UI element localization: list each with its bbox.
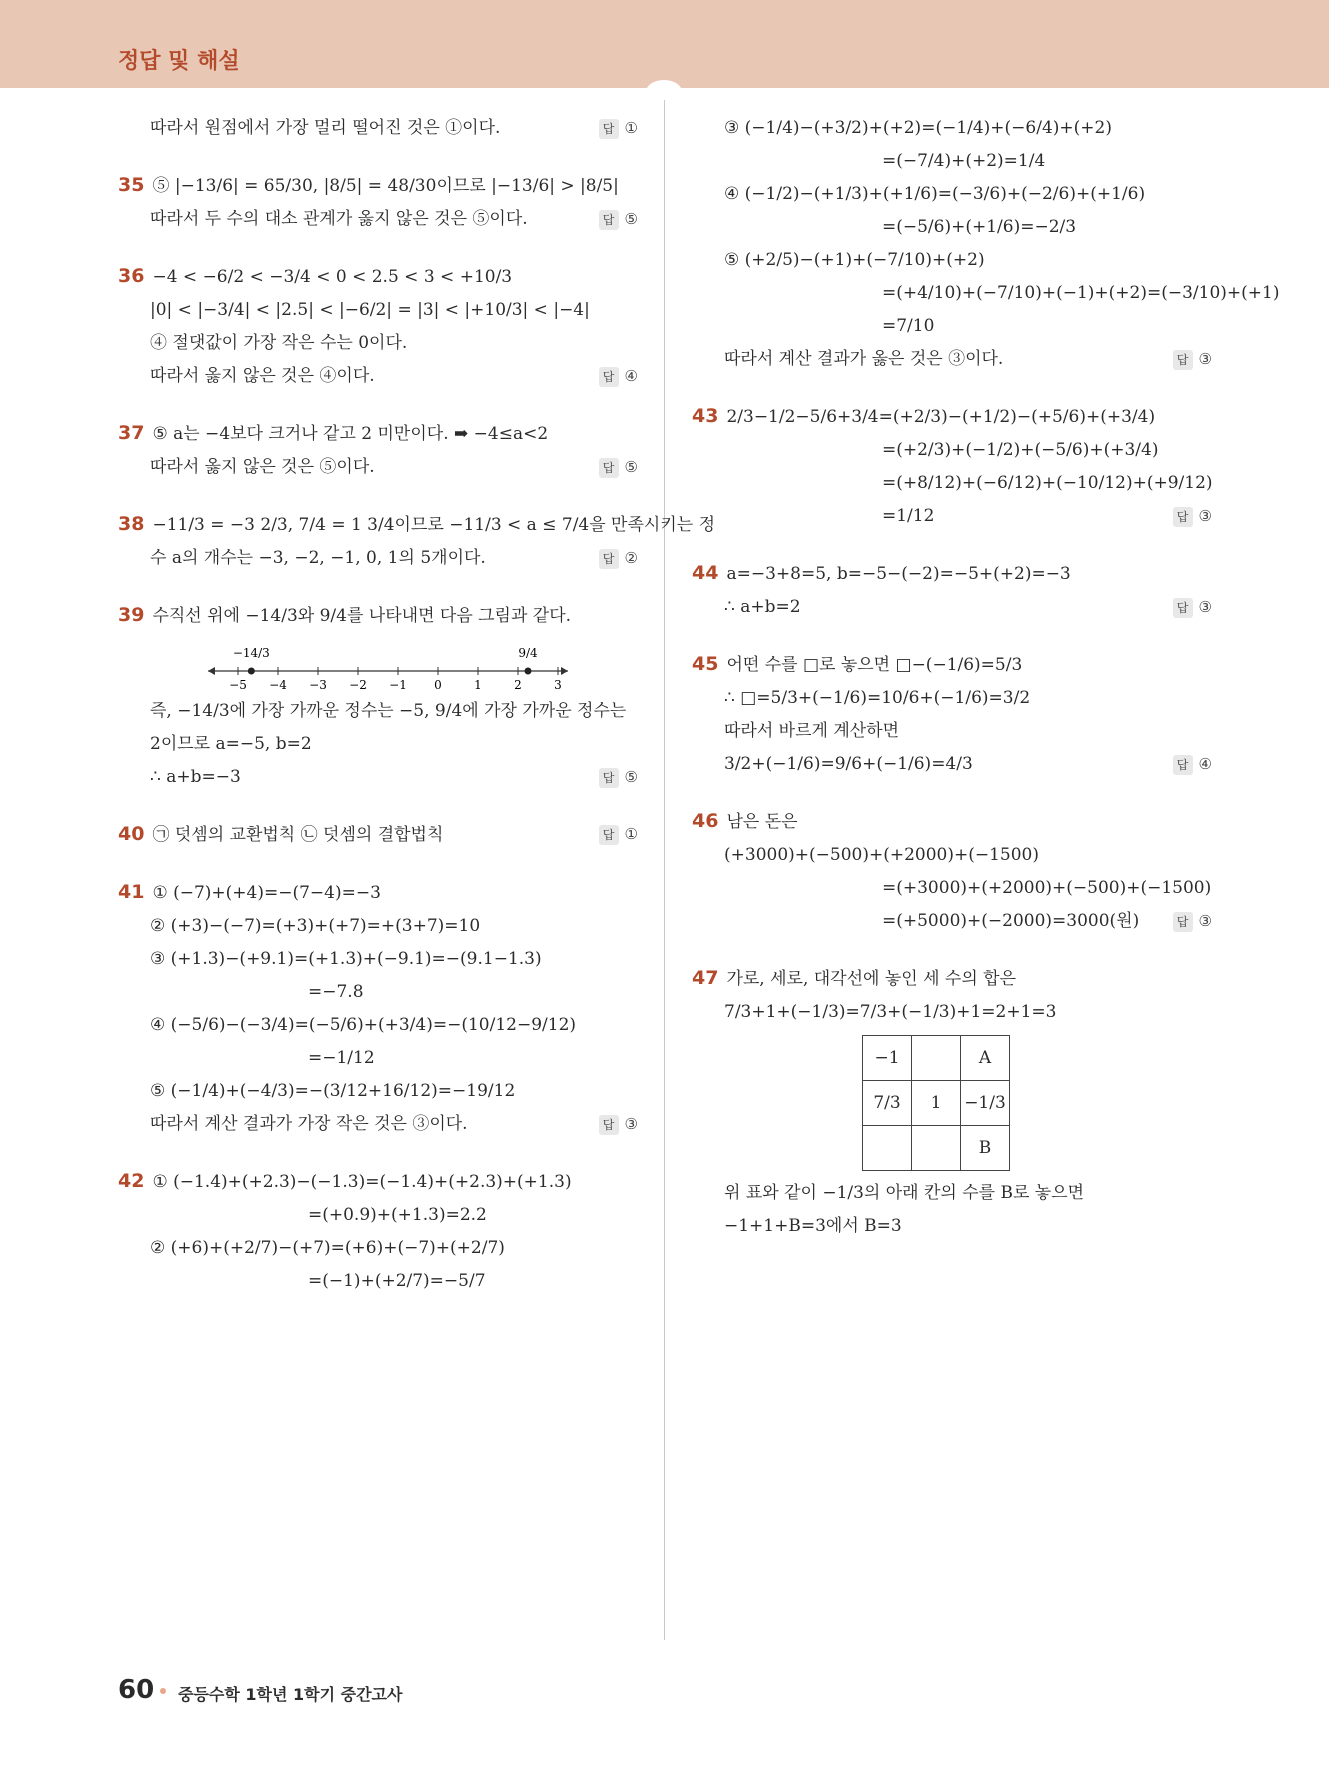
answer-mark [1173, 591, 1212, 624]
solution-line [692, 211, 1212, 244]
point-mark [248, 668, 255, 675]
line-text: 즉, −14/3에 가장 가까운 정수는 −5, 9/4에 가장 가까운 정수는 [150, 701, 627, 721]
answer-mark [599, 761, 638, 794]
grid-cell: −1 [863, 1036, 912, 1081]
answer-mark [599, 818, 638, 851]
answer-mark [1173, 500, 1212, 533]
solution-line [692, 400, 1212, 434]
grid-cell: 1 [912, 1081, 961, 1126]
solution-line [118, 542, 638, 575]
problem-p42 [118, 1165, 638, 1298]
problem-p39 [118, 599, 638, 794]
line-text: =1/12 [882, 506, 935, 526]
grid-cell: −1/3 [961, 1081, 1010, 1126]
line-text: =(−5/6)+(+1/6)=−2/3 [882, 217, 1077, 237]
line-text: =−1/12 [308, 1048, 375, 1068]
solution-line [692, 112, 1212, 145]
line-text: 남은 돈은 [726, 812, 798, 832]
footer-bullet [160, 1688, 166, 1694]
line-text: ③ (−1/4)−(+3/2)+(+2)=(−1/4)+(−6/4)+(+2) [724, 118, 1112, 138]
solution-line [118, 451, 638, 484]
answer-tag: 답 [599, 119, 619, 139]
problem-number: 36 [118, 265, 145, 287]
line-text: =(+5000)+(−2000)=3000(원) [882, 911, 1140, 931]
problem-number: 41 [118, 881, 145, 903]
solution-line [692, 557, 1212, 591]
solution-line [692, 748, 1212, 781]
problem-number: 38 [118, 513, 145, 535]
answer-value: ③ [624, 1115, 638, 1133]
solution-line [692, 1177, 1212, 1210]
line-text: 3/2+(−1/6)=9/6+(−1/6)=4/3 [724, 754, 973, 774]
page-header [0, 0, 1329, 88]
line-text: −1+1+B=3에서 B=3 [724, 1216, 902, 1236]
left-column [118, 112, 715, 1322]
line-text: ⑤ |−13/6| = 65/30, |8/5| = 48/30이므로 |−13/6| > |8/5| [152, 176, 619, 196]
problem-p37 [118, 417, 638, 484]
answer-mark [599, 451, 638, 484]
grid-cell [863, 1126, 912, 1171]
problem-number: 42 [118, 1170, 145, 1192]
line-text: −11/3 = −3 2/3, 7/4 = 1 3/4이므로 −11/3 < a ≤ 7/4을 만족시키는 정 [152, 515, 715, 535]
line-text: 따라서 계산 결과가 옳은 것은 ③이다. [724, 349, 1004, 369]
solution-line [692, 145, 1212, 178]
solution-line [692, 591, 1212, 624]
answer-tag: 답 [599, 549, 619, 569]
line-text: ① (−7)+(+4)=−(7−4)=−3 [152, 883, 381, 903]
line-text: =(+2/3)+(−1/2)+(−5/6)+(+3/4) [882, 440, 1159, 460]
problem-p46 [692, 805, 1212, 938]
solution-line [692, 715, 1212, 748]
solution-line [118, 1165, 638, 1199]
grid-cell: B [961, 1126, 1010, 1171]
line-text: =(−1)+(+2/7)=−5/7 [308, 1271, 486, 1291]
problem-number: 40 [118, 823, 145, 845]
line-text: =(+0.9)+(+1.3)=2.2 [308, 1205, 487, 1225]
grid-cell [912, 1036, 961, 1081]
line-text: 수직선 위에 −14/3와 9/4를 나타내면 다음 그림과 같다. [152, 606, 572, 626]
answer-value: ⑤ [624, 210, 638, 228]
solution-line [118, 1265, 638, 1298]
solution-line [118, 761, 638, 794]
problem-number: 37 [118, 422, 145, 444]
problem-p41 [118, 876, 638, 1141]
problem-p34 [118, 112, 638, 145]
problem-p35 [118, 169, 638, 236]
solution-line [692, 872, 1212, 905]
problem-p45 [692, 648, 1212, 781]
solution-line [118, 112, 638, 145]
line-text: ② (+3)−(−7)=(+3)+(+7)=+(3+7)=10 [150, 916, 481, 936]
tick-label: −2 [349, 678, 367, 692]
tick-label: −4 [269, 678, 287, 692]
problem-number: 45 [692, 653, 719, 675]
grid-row [863, 1036, 1010, 1081]
solution-line [692, 905, 1212, 938]
line-text: =−7.8 [308, 982, 364, 1002]
answer-value: ④ [1198, 755, 1212, 773]
solution-line [692, 277, 1280, 310]
tick-label: 2 [514, 678, 522, 692]
problem-p36 [118, 260, 638, 393]
problem-p47 [692, 962, 1212, 1243]
book-title: 중등수학 1학년 1학기 중간고사 [178, 1685, 403, 1704]
line-text: 가로, 세로, 대각선에 놓인 세 수의 합은 [726, 969, 1017, 989]
solution-line [118, 327, 638, 360]
problem-number: 43 [692, 405, 719, 427]
line-text: ① (−1.4)+(+2.3)−(−1.3)=(−1.4)+(+2.3)+(+1.3) [152, 1172, 572, 1192]
solution-line [118, 1075, 638, 1108]
number-line [198, 633, 638, 695]
answer-tag: 답 [1173, 912, 1193, 932]
answer-tag: 답 [1173, 755, 1193, 775]
solution-line [118, 360, 638, 393]
line-text: 7/3+1+(−1/3)=7/3+(−1/3)+1=2+1=3 [724, 1002, 1057, 1022]
answer-tag: 답 [599, 825, 619, 845]
solution-line [692, 805, 1212, 839]
problem-number: 39 [118, 604, 145, 626]
line-text: ∴ a+b=−3 [150, 767, 241, 787]
column-notch [646, 80, 682, 102]
line-text: ∴ a+b=2 [724, 597, 801, 617]
answer-tag: 답 [599, 458, 619, 478]
line-text: =(−7/4)+(+2)=1/4 [882, 151, 1046, 171]
line-text: 위 표와 같이 −1/3의 아래 칸의 수를 B로 놓으면 [724, 1183, 1085, 1203]
solution-line [692, 839, 1212, 872]
line-text: =7/10 [882, 316, 935, 336]
line-text: 2이므로 a=−5, b=2 [150, 734, 312, 754]
solution-line [692, 648, 1212, 682]
grid-row [863, 1081, 1010, 1126]
problem-p43 [692, 400, 1212, 533]
axis-arrow [561, 667, 568, 675]
answer-value: ⑤ [624, 458, 638, 476]
grid-cell: 7/3 [863, 1081, 912, 1126]
solution-line [118, 910, 638, 943]
solution-line [692, 310, 1212, 343]
solution-line [118, 508, 715, 542]
answer-value: ① [624, 825, 638, 843]
answer-tag: 답 [1173, 507, 1193, 527]
solution-line [692, 996, 1212, 1029]
solution-line [118, 818, 638, 852]
answer-mark [599, 360, 638, 393]
line-text: ④ (−5/6)−(−3/4)=(−5/6)+(+3/4)=−(10/12−9/12) [150, 1015, 577, 1035]
solution-line [692, 1210, 1212, 1243]
answer-mark [599, 112, 638, 145]
line-text: ⑤ a는 −4보다 크거나 같고 2 미만이다. ➡ −4≤a<2 [152, 424, 549, 444]
answer-tag: 답 [1173, 350, 1193, 370]
answer-tag: 답 [599, 367, 619, 387]
line-text: a=−3+8=5, b=−5−(−2)=−5+(+2)=−3 [726, 564, 1071, 584]
answer-mark [599, 542, 638, 575]
tick-label: 1 [474, 678, 482, 692]
solution-line [118, 976, 638, 1009]
solution-line [118, 1232, 638, 1265]
line-text: 따라서 바르게 계산하면 [724, 721, 900, 741]
line-text: 따라서 계산 결과가 가장 작은 것은 ③이다. [150, 1114, 468, 1134]
line-text: 따라서 두 수의 대소 관계가 옳지 않은 것은 ⑤이다. [150, 209, 528, 229]
magic-square [862, 1035, 1010, 1171]
answer-value: ④ [624, 367, 638, 385]
line-text: ∴ □=5/3+(−1/6)=10/6+(−1/6)=3/2 [724, 688, 1031, 708]
answer-tag: 답 [599, 1115, 619, 1135]
solution-line [118, 1042, 638, 1075]
solution-line [692, 500, 1212, 533]
problem-p44 [692, 557, 1212, 624]
tick-label: −5 [229, 678, 247, 692]
solution-line [118, 695, 638, 728]
problem-number: 47 [692, 967, 719, 989]
line-text: 수 a의 개수는 −3, −2, −1, 0, 1의 5개이다. [150, 548, 486, 568]
solution-line [118, 260, 638, 294]
problem-number: 46 [692, 810, 719, 832]
solution-line [118, 203, 638, 236]
axis-arrow [208, 667, 215, 675]
right-column [692, 112, 1280, 1267]
answer-tag: 답 [599, 210, 619, 230]
page-number: 60 [118, 1675, 155, 1705]
tick-label: 0 [434, 678, 442, 692]
answer-tag: 답 [599, 768, 619, 788]
answer-mark [599, 1108, 638, 1141]
line-text: |0| < |−3/4| < |2.5| < |−6/2| = |3| < |+10/3| < |−4| [150, 300, 590, 320]
point-label: −14/3 [232, 646, 270, 660]
grid-cell: A [961, 1036, 1010, 1081]
solution-line [692, 434, 1212, 467]
line-text: 따라서 원점에서 가장 멀리 떨어진 것은 ①이다. [150, 118, 501, 138]
solution-line [118, 876, 638, 910]
answer-value: ② [624, 549, 638, 567]
tick-label: −3 [309, 678, 327, 692]
answer-mark [1173, 905, 1212, 938]
answer-value: ⑤ [624, 768, 638, 786]
answer-value: ③ [1198, 598, 1212, 616]
solution-line [118, 728, 638, 761]
section-title: 정답 및 해설 [118, 49, 240, 74]
answer-value: ③ [1198, 912, 1212, 930]
solution-line [118, 294, 638, 327]
grid-row [863, 1126, 1010, 1171]
problem-number: 44 [692, 562, 719, 584]
line-text: ④ (−1/2)−(+1/3)+(+1/6)=(−3/6)+(−2/6)+(+1/6) [724, 184, 1146, 204]
answer-value: ① [624, 119, 638, 137]
line-text: 어떤 수를 □로 놓으면 □−(−1/6)=5/3 [726, 655, 1023, 675]
solution-line [692, 244, 1212, 277]
line-text: 2/3−1/2−5/6+3/4=(+2/3)−(+1/2)−(+5/6)+(+3/4) [726, 407, 1156, 427]
line-text: ③ (+1.3)−(+9.1)=(+1.3)+(−9.1)=−(9.1−1.3) [150, 949, 542, 969]
line-text: ⑤ (+2/5)−(+1)+(−7/10)+(+2) [724, 250, 985, 270]
answer-tag: 답 [1173, 598, 1193, 618]
solution-line [118, 599, 638, 633]
line-text: ㉠ 덧셈의 교환법칙 ㉡ 덧셈의 결합법칙 [152, 825, 444, 845]
grid-cell [912, 1126, 961, 1171]
solution-line [118, 943, 638, 976]
number-line-svg [198, 633, 578, 695]
problem-p42b [692, 112, 1280, 376]
line-text: =(+8/12)+(−6/12)+(−10/12)+(+9/12) [882, 473, 1213, 493]
answer-value: ③ [1198, 350, 1212, 368]
tick-label: −1 [389, 678, 407, 692]
line-text: (+3000)+(−500)+(+2000)+(−1500) [724, 845, 1040, 865]
answer-mark [1173, 748, 1212, 781]
solution-line [692, 178, 1212, 211]
answer-value: ③ [1198, 507, 1212, 525]
line-text: 따라서 옳지 않은 것은 ④이다. [150, 366, 375, 386]
line-text: ⑤ (−1/4)+(−4/3)=−(3/12+16/12)=−19/12 [150, 1081, 516, 1101]
point-mark [525, 668, 532, 675]
solution-line [692, 467, 1212, 500]
solution-line [692, 343, 1212, 376]
solution-line [118, 1108, 638, 1141]
problem-p40 [118, 818, 638, 852]
solution-line [118, 1009, 638, 1042]
line-text: ④ 절댓값이 가장 작은 수는 0이다. [150, 333, 408, 353]
answer-mark [599, 203, 638, 236]
line-text: =(+3000)+(+2000)+(−500)+(−1500) [882, 878, 1212, 898]
line-text: 따라서 옳지 않은 것은 ⑤이다. [150, 457, 375, 477]
solution-line [118, 1199, 638, 1232]
solution-line [118, 169, 638, 203]
problem-number: 35 [118, 174, 145, 196]
point-label: 9/4 [518, 646, 538, 660]
solution-line [692, 682, 1212, 715]
line-text: −4 < −6/2 < −3/4 < 0 < 2.5 < 3 < +10/3 [152, 267, 513, 287]
solution-line [692, 962, 1212, 996]
column-divider [664, 100, 665, 1640]
line-text: ② (+6)+(+2/7)−(+7)=(+6)+(−7)+(+2/7) [150, 1238, 505, 1258]
line-text: =(+4/10)+(−7/10)+(−1)+(+2)=(−3/10)+(+1) [882, 283, 1280, 303]
tick-label: 3 [554, 678, 562, 692]
answer-mark [1173, 343, 1212, 376]
solution-line [118, 417, 638, 451]
